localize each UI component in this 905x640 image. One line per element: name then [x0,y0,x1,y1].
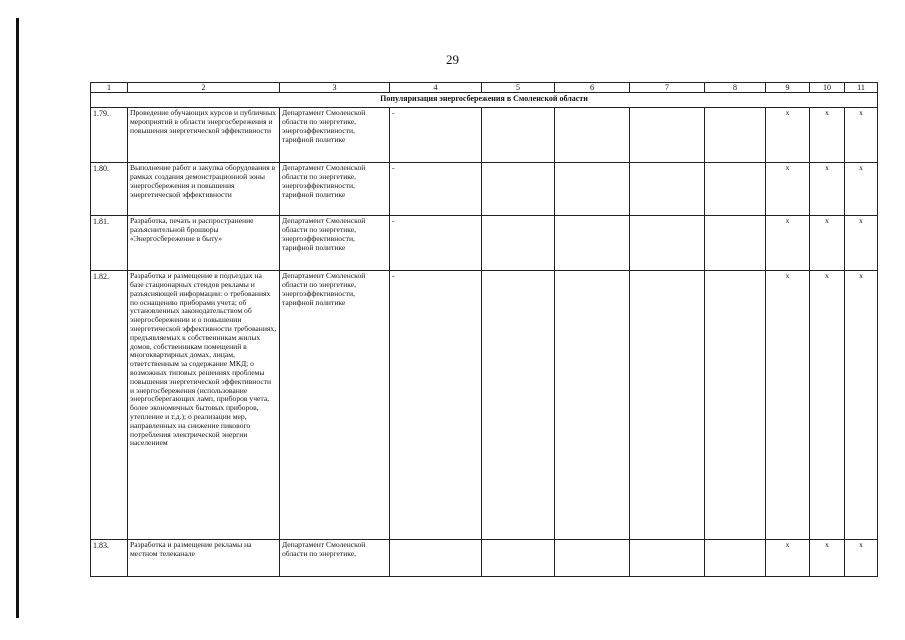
column-header: 5 [482,83,555,93]
row-cell-9: x [766,108,810,163]
row-cell-11: x [845,216,878,271]
row-description: Проведение обучающих курсов и публичных мероприятий в области энергосбережения и повышения энергетической эффективности [128,108,280,163]
row-executor: Департамент Смоленской области по энергетике, энергоэффективности, тарифной политике [280,271,390,540]
row-cell-11: x [845,540,878,577]
column-header: 7 [630,83,705,93]
row-number: 1.83. [91,540,128,577]
row-cell-6 [555,271,630,540]
row-description: Разработка, печать и распространение разъяснительной брошюры «Энергосбережение в быту» [128,216,280,271]
row-number: 1.81. [91,216,128,271]
row-cell-7 [630,108,705,163]
column-header: 3 [280,83,390,93]
row-cell-10: x [810,108,845,163]
row-cell-4: - [390,271,482,540]
column-header: 6 [555,83,630,93]
row-cell-8 [705,271,766,540]
row-cell-5 [482,271,555,540]
row-cell-5 [482,163,555,216]
table-row [91,216,878,271]
row-cell-10: x [810,540,845,577]
row-number: 1.80. [91,163,128,216]
row-cell-7 [630,163,705,216]
section-title: Популяризация энергосбережения в Смоленской области [91,93,878,108]
row-cell-9: x [766,271,810,540]
table-row [91,108,878,163]
row-cell-4: - [390,108,482,163]
row-executor: Департамент Смоленской области по энергетике, энергоэффективности, тарифной политике [280,216,390,271]
row-description: Разработка и размещение рекламы на местном телеканале [128,540,280,577]
column-header: 8 [705,83,766,93]
row-executor: Департамент Смоленской области по энергетике, энергоэффективности, тарифной политике [280,108,390,163]
row-cell-8 [705,163,766,216]
column-header: 1 [91,83,128,93]
row-cell-9: x [766,540,810,577]
row-cell-6 [555,540,630,577]
row-executor: Департамент Смоленской области по энергетике, [280,540,390,577]
row-cell-7 [630,216,705,271]
row-number: 1.82. [91,271,128,540]
row-description: Разработка и размещение в подъездах на базе стационарных стендов рекламы и разъясняющей информации: о требованиях по оснащению приборами учета; об установленных законодательством об энергосбережении и о повышении энергетической эффективности требованиях, предъявляемых к собственникам жилых домов, собственникам помещений в многоквартирных домах, лицам, ответственным за содержание МКД; о возможных типовых решениях проблемы повышения энергетической эффективности и энергосбережения (использование энергосберегающих ламп, приборов учета, более экономичных бытовых приборов, утепление и т.д.); о реализации мер, направленных на снижение пикового потребления электрической энергии населением [128,271,280,540]
row-cell-4 [390,540,482,577]
section-row [91,93,878,108]
row-cell-8 [705,540,766,577]
row-executor: Департамент Смоленской области по энергетике, энергоэффективности, тарифной политике [280,163,390,216]
row-cell-5 [482,108,555,163]
row-cell-9: x [766,216,810,271]
document-table [90,82,878,577]
margin-bar [16,18,19,618]
row-cell-11: x [845,271,878,540]
column-header: 10 [810,83,845,93]
table-row [91,540,878,577]
row-cell-4: - [390,216,482,271]
row-cell-10: x [810,216,845,271]
row-cell-10: x [810,271,845,540]
row-cell-5 [482,540,555,577]
table-row [91,163,878,216]
column-header: 4 [390,83,482,93]
row-cell-11: x [845,163,878,216]
row-number: 1.79. [91,108,128,163]
row-cell-5 [482,216,555,271]
row-cell-6 [555,163,630,216]
column-header-row [91,83,878,93]
column-header: 11 [845,83,878,93]
row-cell-6 [555,108,630,163]
column-header: 2 [128,83,280,93]
table-row [91,271,878,540]
row-cell-7 [630,540,705,577]
row-cell-8 [705,216,766,271]
row-cell-4: - [390,163,482,216]
row-cell-7 [630,271,705,540]
column-header: 9 [766,83,810,93]
row-cell-8 [705,108,766,163]
page-number: 29 [446,52,459,67]
row-cell-10: x [810,163,845,216]
row-cell-6 [555,216,630,271]
row-cell-9: x [766,163,810,216]
row-cell-11: x [845,108,878,163]
row-description: Выполнение работ и закупка оборудования в рамках создания демонстрационной зоны энергосбережения и повышения энергетической эффективности [128,163,280,216]
